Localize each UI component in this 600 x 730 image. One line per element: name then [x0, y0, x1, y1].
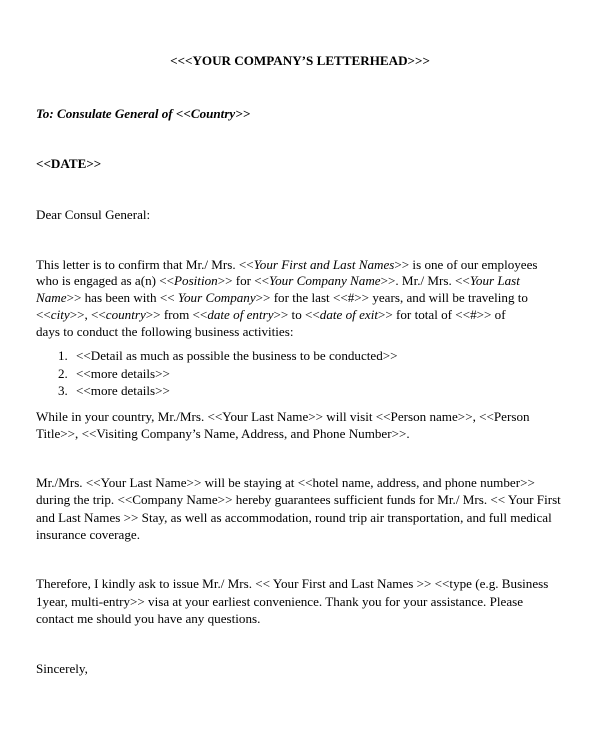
body-paragraph-1-line-2: who is engaged as a(n) <<Position>> for <<Your Company Name>>. Mr./ Mrs. <<Your Last	[36, 273, 520, 288]
body-paragraph-3-line-2: during the trip. <<Company Name>> hereby guarantees sufficient funds for Mr./ Mrs. << Your First	[36, 492, 561, 507]
list-item-number: 3.	[58, 383, 68, 398]
salutation: Dear Consul General:	[36, 207, 151, 222]
closing: Sincerely,	[36, 661, 88, 676]
list-item-number: 1.	[58, 348, 68, 363]
list-item: <<more details>>	[76, 366, 170, 381]
recipient-line: To: Consulate General of <<Country>>	[36, 106, 251, 121]
list-item: <<Detail as much as possible the business to be conducted>>	[76, 348, 398, 363]
body-paragraph-3-line-1: Mr./Mrs. <<Your Last Name>> will be staying at <<hotel name, address, and phone number>>	[36, 475, 535, 490]
list-item-number: 2.	[58, 366, 68, 381]
body-paragraph-3-line-4: insurance coverage.	[36, 527, 140, 542]
body-paragraph-4-line-2: 1year, multi-entry>> visa at your earliest convenience. Thank you for your assistance. Please	[36, 594, 524, 609]
body-paragraph-2-line-2: Title>>, <<Visiting Company’s Name, Address, and Phone Number>>.	[36, 426, 410, 441]
body-paragraph-4-line-1: Therefore, I kindly ask to issue Mr./ Mrs. << Your First and Last Names >> <<type (e.g. Business	[36, 576, 549, 591]
date-placeholder: <<DATE>>	[36, 156, 102, 171]
list-item: <<more details>>	[76, 383, 170, 398]
letterhead-placeholder: <<<YOUR COMPANY’S LETTERHEAD>>>	[170, 53, 430, 68]
body-paragraph-1-line-3: Name>> has been with << Your Company>> for the last <<#>> years, and will be traveling to	[36, 290, 528, 305]
body-paragraph-4-line-3: contact me should you have any questions.	[36, 611, 261, 626]
body-paragraph-1-line-1: This letter is to confirm that Mr./ Mrs. <<Your First and Last Names>> is one of our employees	[36, 257, 538, 272]
body-paragraph-2-line-1: While in your country, Mr./Mrs. <<Your Last Name>> will visit <<Person name>>, <<Person	[36, 409, 530, 424]
body-paragraph-3-line-3: and Last Names >> Stay, as well as accommodation, round trip air transportation, and full medical	[36, 510, 552, 525]
body-paragraph-1-line-5: days to conduct the following business activities:	[36, 324, 294, 339]
body-paragraph-1-line-4: <<city>>, <<country>> from <<date of entry>> to <<date of exit>> for total of <<#>> of	[36, 307, 506, 322]
